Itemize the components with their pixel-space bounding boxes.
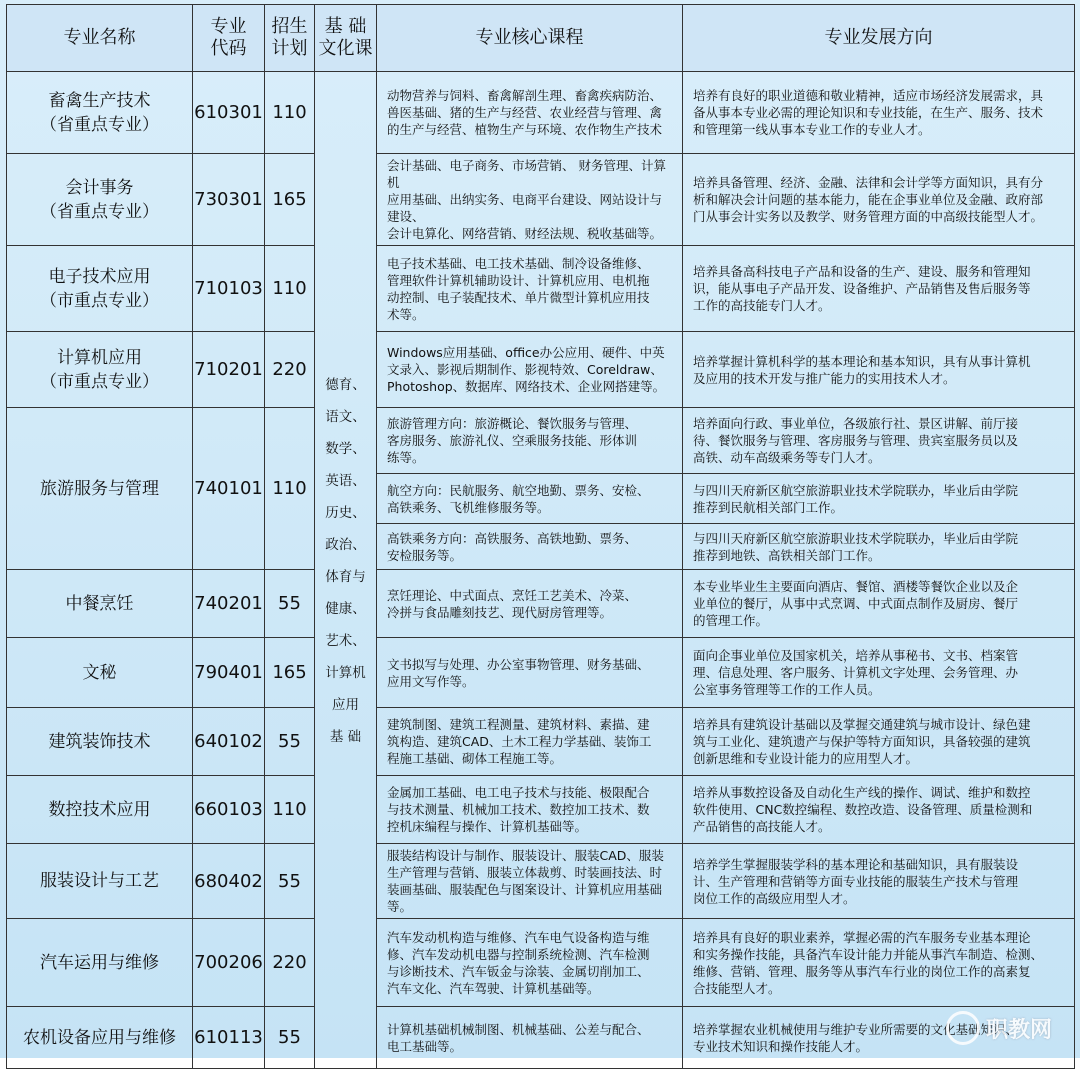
table-header-row [7,5,1075,72]
major-code: 640102 [193,708,265,776]
major-name: 建筑装饰技术 [7,708,193,776]
major-name: 服装设计与工艺 [7,844,193,919]
table-row [7,638,1075,708]
major-code: 710201 [193,332,265,408]
development-direction: 与四川天府新区航空旅游职业技术学院联办，毕业后由学院 推荐到民航相关部门工作。 [683,474,1075,524]
core-courses: 旅游管理方向：旅游概论、餐饮服务与管理、 客房服务、旅游礼仪、空乘服务技能、形体训 练等。 [377,408,683,474]
major-name: 计算机应用 （市重点专业） [7,332,193,408]
major-code: 790401 [193,638,265,708]
development-direction: 培养从事数控设备及自动化生产线的操作、调试、维护和数控 软件使用、CNC数控编程、数控改造、设备管理、质量检测和 产品销售的高技能人才。 [683,776,1075,844]
header-basic: 基 础 文化课 [315,5,377,72]
development-direction: 培养具有良好的职业素养，掌握必需的汽车服务专业基本理论 和实务操作技能，具备汽车设计能力并能从事汽车制造、检测、 维修、营销、管理、服务等从事汽车行业的岗位工作的高素复 合技能型人才。 [683,919,1075,1007]
core-courses: 会计基础、电子商务、市场营销、 财务管理、计算机 应用基础、出纳实务、电商平台建设、网站设计与建设、 会计电算化、网络营销、财经法规、税收基础等。 [377,154,683,246]
major-code: 740201 [193,570,265,638]
table-row [7,570,1075,638]
core-courses: 烹饪理论、中式面点、烹饪工艺美术、冷菜、 冷拼与食品雕刻技艺、现代厨房管理等。 [377,570,683,638]
major-name: 数控技术应用 [7,776,193,844]
major-code: 700206 [193,919,265,1007]
table-row [7,72,1075,154]
major-name: 中餐烹饪 [7,570,193,638]
development-direction: 培养掌握农业机械使用与维护专业所需要的文化基础知识、 专业技术知识和操作技能人才。 [683,1007,1075,1069]
core-courses: 服装结构设计与制作、服装设计、服装CAD、服装 生产管理与营销、服装立体裁剪、时装画技法、时 装画基础、服装配色与图案设计、计算机应用基础等。 [377,844,683,919]
enrollment-plan: 55 [265,570,315,638]
development-direction: 培养有良好的职业道德和敬业精神，适应市场经济发展需求，具 备从事本专业必需的理论知识和专业技能，在生产、服务、技术 和管理第一线从事本专业工作的专业人才。 [683,72,1075,154]
header-plan: 招生 计划 [265,5,315,72]
major-name: 电子技术应用 （市重点专业） [7,246,193,332]
enrollment-plan: 165 [265,154,315,246]
table-row [7,844,1075,919]
table-row [7,708,1075,776]
core-courses: Windows应用基础、office办公应用、硬件、中英 文录入、影视后期制作、影视特效、Coreldraw、 Photoshop、数据库、网络技术、企业网搭建等。 [377,332,683,408]
enrollment-plan: 110 [265,776,315,844]
enrollment-plan: 220 [265,919,315,1007]
core-courses: 航空方向：民航服务、航空地勤、票务、安检、 高铁乘务、飞机维修服务等。 [377,474,683,524]
watermark-text: 职教网 [986,1017,1053,1043]
development-direction: 培养学生掌握服装学科的基本理论和基础知识，具有服装设 计、生产管理和营销等方面专业技能的服装生产技术与管理 岗位工作的高级应用型人才。 [683,844,1075,919]
core-courses: 电子技术基础、电工技术基础、制冷设备维修、 管理软件计算机辅助设计、计算机应用、电机拖 动控制、电子装配技术、单片微型计算机应用技 术等。 [377,246,683,332]
table-row [7,332,1075,408]
core-courses: 金属加工基础、电工电子技术与技能、极限配合 与技术测量、机械加工技术、数控加工技术、数 控机床编程与操作、计算机基础等。 [377,776,683,844]
enrollment-plan: 165 [265,638,315,708]
table-row [7,1007,1075,1069]
enrollment-plan: 55 [265,708,315,776]
enrollment-plan: 55 [265,844,315,919]
table-row [7,246,1075,332]
major-code: 740101 [193,408,265,570]
major-code: 660103 [193,776,265,844]
development-direction: 培养具备管理、经济、金融、法律和会计学等方面知识，具有分 析和解决会计问题的基本能力，能在企事业单位及金融、政府部 门从事会计实务以及教学、财务管理方面的中高级技能型人才。 [683,154,1075,246]
core-courses: 计算机基础机械制图、机械基础、公差与配合、 电工基础等。 [377,1007,683,1069]
major-name: 会计事务 （省重点专业） [7,154,193,246]
core-courses: 文书拟写与处理、办公室事物管理、财务基础、 应用文写作等。 [377,638,683,708]
development-direction: 本专业毕业生主要面向酒店、餐馆、酒楼等餐饮企业以及企 业单位的餐厅，从事中式烹调、中式面点制作及厨房、餐厅 的管理工作。 [683,570,1075,638]
development-direction: 面向企事业单位及国家机关，培养从事秘书、文书、档案管 理、信息处理、客户服务、计算机文字处理、会务管理、办 公室事务管理等工作的工作人员。 [683,638,1075,708]
table-row [7,919,1075,1007]
development-direction: 培养面向行政、事业单位，各级旅行社、景区讲解、前厅接 待、餐饮服务与管理、客房服务与管理、贵宾室服务员以及 高铁、动车高级乘务等专门人才。 [683,408,1075,474]
development-direction: 培养具有建筑设计基础以及掌握交通建筑与城市设计、绿色建 筑与工业化、建筑遗产与保护等特方面知识，具备较强的建筑 创新思维和专业设计能力的应用型人才。 [683,708,1075,776]
major-code: 610301 [193,72,265,154]
header-code: 专业 代码 [193,5,265,72]
development-direction: 培养掌握计算机科学的基本理论和基本知识，具有从事计算机 及应用的技术开发与推广能力的实用技术人才。 [683,332,1075,408]
basic-courses: 德育、 语文、 数学、 英语、 历史、 政治、 体育与 健康、 艺术、 计算机 应用 基 础 [315,72,377,1069]
table-row [7,154,1075,246]
enrollment-plan: 110 [265,246,315,332]
header-direction: 专业发展方向 [683,5,1075,72]
watermark-logo-icon [946,1011,980,1045]
major-name: 畜禽生产技术 （省重点专业） [7,72,193,154]
development-direction: 与四川天府新区航空旅游职业技术学院联办，毕业后由学院 推荐到地铁、高铁相关部门工作。 [683,524,1075,570]
header-core: 专业核心课程 [377,5,683,72]
major-name: 汽车运用与维修 [7,919,193,1007]
watermark [946,1004,1074,1052]
major-name: 旅游服务与管理 [7,408,193,570]
core-courses: 动物营养与饲料、畜禽解剖生理、畜禽疾病防治、 兽医基础、猪的生产与经营、农业经营与管理、禽 的生产与经营、植物生产与环境、农作物生产技术 [377,72,683,154]
core-courses: 高铁乘务方向：高铁服务、高铁地勤、票务、 安检服务等。 [377,524,683,570]
enrollment-table [6,4,1075,1069]
core-courses: 建筑制图、建筑工程测量、建筑材料、素描、建 筑构造、建筑CAD、土木工程力学基础、装饰工 程施工基础、砌体工程施工等。 [377,708,683,776]
enrollment-plan: 55 [265,1007,315,1069]
enrollment-plan: 110 [265,72,315,154]
major-name: 文秘 [7,638,193,708]
major-code: 730301 [193,154,265,246]
header-name: 专业名称 [7,5,193,72]
enrollment-plan: 110 [265,408,315,570]
major-code: 710103 [193,246,265,332]
core-courses: 汽车发动机构造与维修、汽车电气设备构造与维 修、汽车发动机电器与控制系统检测、汽车检测 与诊断技术、汽车钣金与涂装、金属切削加工、 汽车文化、汽车驾驶、计算机基础等。 [377,919,683,1007]
table-row [7,408,1075,474]
major-code: 610113 [193,1007,265,1069]
enrollment-plan: 220 [265,332,315,408]
table-row [7,776,1075,844]
major-name: 农机设备应用与维修 [7,1007,193,1069]
development-direction: 培养具备高科技电子产品和设备的生产、建设、服务和管理知 识，能从事电子产品开发、设备维护、产品销售及售后服务等 工作的高技能专门人才。 [683,246,1075,332]
major-code: 680402 [193,844,265,919]
